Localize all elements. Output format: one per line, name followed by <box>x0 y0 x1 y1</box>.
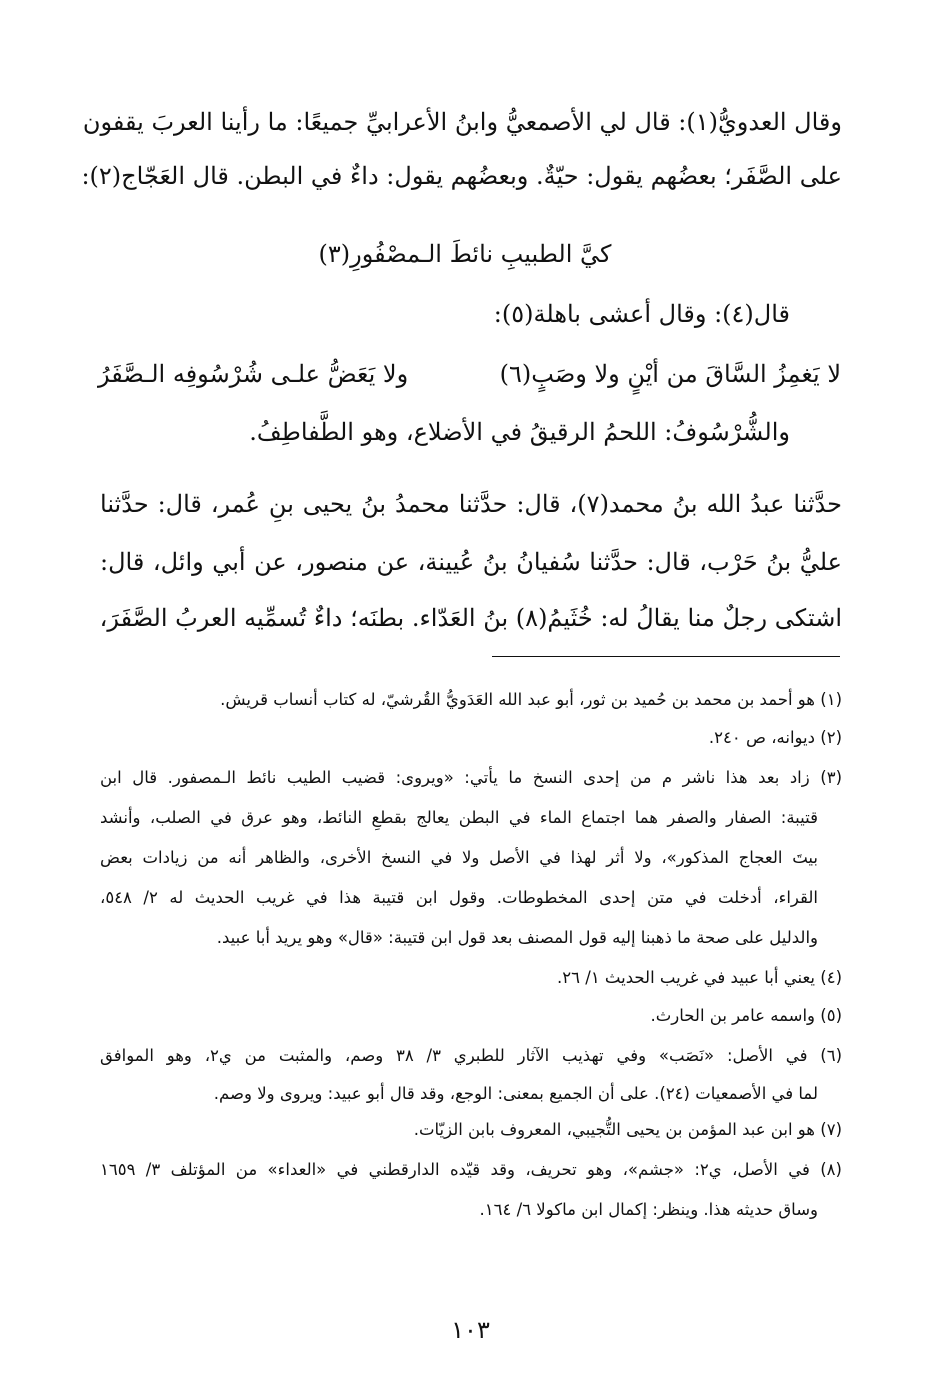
page-number: ١٠٣ <box>451 1316 490 1344</box>
footnote-7: (٧) هو ابن عبد المؤمن بن يحيى التُّجيبي، المعروف بابن الزيّات. <box>413 1120 842 1139</box>
main-text-line: عليُّ بنُ حَرْب، قال: حدَّثنا سُفيانُ بنُ عُيينة، عن منصور، عن أبي وائل، قال: <box>100 548 842 576</box>
footnote-3-cont: قتيبة: الصفار والصفر هما اجتماع الماء في البطن يعالج بقطعِ النائط، وهو عرق في الصلب، وأنشد <box>100 808 818 827</box>
footnote-8-cont: وساق حديثه هذا. وينظر: إكمال ابن ماكولا ٦/ ١٦٤. <box>479 1200 818 1219</box>
main-text-line: حدَّثنا عبدُ الله بنُ محمد(٧)، قال: حدَّثنا محمدُ بنُ يحيى بنِ عُمر، قال: حدَّثنا <box>100 490 842 518</box>
verse-second-hemistich: ولا يَعَضُّ علـى شُرْسُوفِه الـصَّفَرُ <box>98 360 409 388</box>
footnote-3: (٣) زاد بعد هذا ناشر م من إحدى النسخ ما يأتي: «ويروى: قضيب الطيب نائط الـمصفور. قال ابن <box>100 768 842 787</box>
main-text-line: والشُّرْسُوفُ: اللحمُ الرقيقُ في الأضلاع، وهو الطَّفاطِفُ. <box>249 418 790 446</box>
footnote-6-cont: لما في الأصمعيات (٢٤). على أن الجميع بمعنى: الوجع، وقد قال أبو عبيد: ويروى ولا وصم. <box>213 1084 818 1103</box>
footnote-5: (٥) واسمه عامر بن الحارث. <box>650 1006 842 1025</box>
footnote-separator <box>492 656 840 657</box>
main-text-line: على الصَّفَر؛ بعضُهم يقول: حيّةٌ. وبعضُهم يقول: داءٌ في البطن. قال العَجّاج(٢): <box>81 162 842 190</box>
footnote-1: (١) هو أحمد بن محمد بن حُميد بن ثور، أبو عبد الله العَدَويُّ القُرشيّ، له كتاب أنساب قريش. <box>220 690 842 709</box>
main-text-line: وقال العدويُّ(١): قال لي الأصمعيُّ وابنُ الأعرابيِّ جميعًا: ما رأينا العربَ يقفون <box>82 108 842 136</box>
footnote-4: (٤) يعني أبا عبيد في غريب الحديث ١/ ٢٦. <box>557 968 842 987</box>
footnote-2: (٢) ديوانه، ص ٢٤٠. <box>708 728 842 747</box>
footnote-6: (٦) في الأصل: «نَصَب» وفي تهذيب الآثار للطبري ٣/ ٣٨ وصم، والمثبت من ي٢، وهو الموافق <box>100 1046 843 1065</box>
main-text-line: اشتكى رجلٌ منا يقالُ له: خُثَيمُ(٨) بنُ العَدّاء. بطنَه؛ داءٌ تُسمِّيه العربُ الصَّفَرَ، <box>99 604 842 632</box>
verse-line: كيَّ الطبيبِ نائطَ الـمصْفُورِ(٣) <box>318 240 612 268</box>
footnote-3-cont: بيتَ العجاج المذكور»، ولا أثر لهذا في الأصل ولا في النسخ الأخرى، والظاهر أنه من زيادات بعض <box>100 848 818 867</box>
verse-first-hemistich: لا يَغمِزُ السَّاقَ من أيْنٍ ولا وصَبٍ(٦) <box>499 360 841 388</box>
footnote-3-cont: والدليل على صحة ما ذهبنا إليه قول المصنف بعد قول ابن قتيبة: «قال» وهو يريد أبا عبيد. <box>216 928 818 947</box>
footnote-3-cont: القراء، أدخلت في متن إحدى المخطوطات. وقول ابن قتيبة هذا في غريب الحديث له ٢/ ٥٤٨، <box>100 888 818 907</box>
footnote-8: (٨) في الأصل، ي٢: «جشم»، وهو تحريف، وقد قيّده الدارقطني في «العداء» من المؤتلف ٣/ ١٦٥٩ <box>100 1160 842 1179</box>
main-text-line: قال(٤): وقال أعشى باهلة(٥): <box>493 300 790 328</box>
